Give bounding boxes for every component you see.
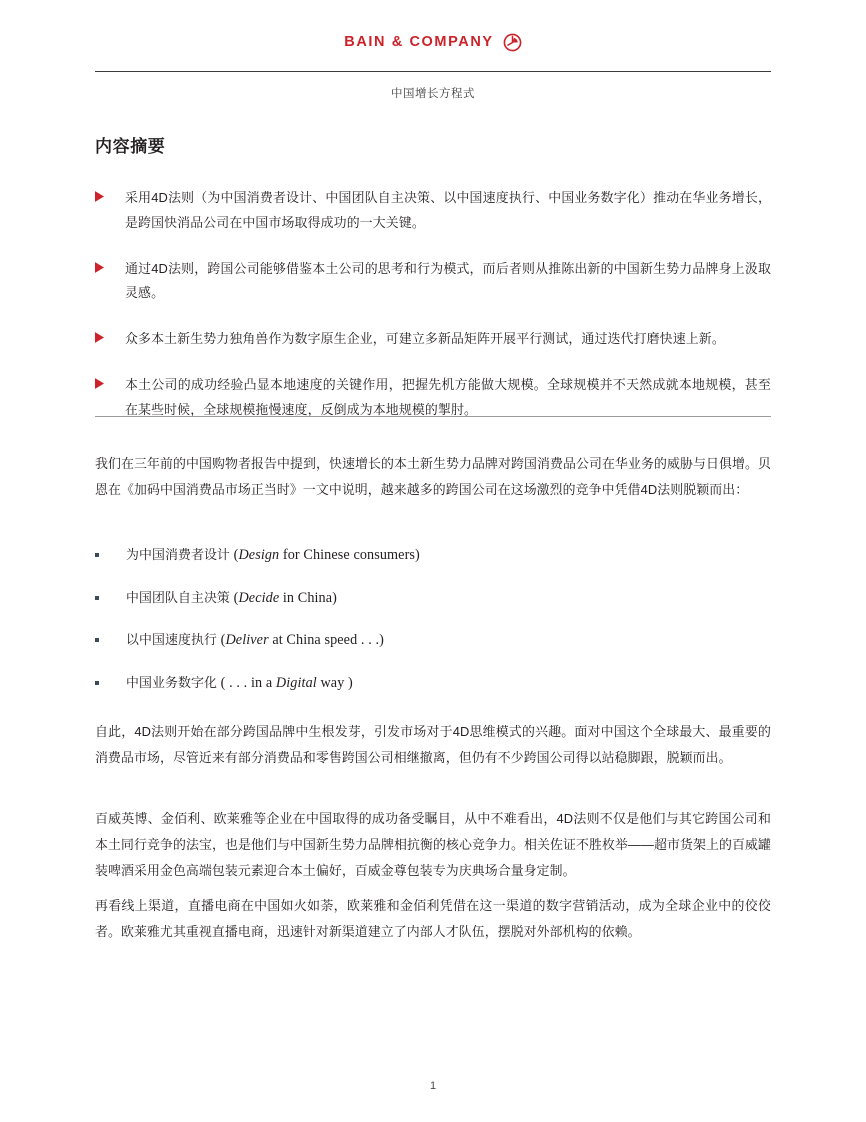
square-bullet-icon (95, 596, 99, 600)
highlight-text: 采用4D法则（为中国消费者设计、中国团队自主决策、以中国速度执行、中国业务数字化）推动在华业务增长，是跨国快消品公司在中国市场取得成功的一大关键。 (125, 190, 771, 230)
four-d-en-post: at China speed . . .) (268, 632, 384, 648)
running-head: 中国增长方程式 (391, 88, 475, 100)
bain-circle-mark-icon (503, 33, 522, 52)
four-d-entry (126, 630, 771, 651)
four-d-cn: 中国团队自主决策 (126, 589, 230, 605)
four-d-en-post: for Chinese consumers) (279, 547, 420, 563)
four-d-entry (126, 673, 771, 694)
brand-logo (0, 33, 866, 59)
four-d-en (234, 547, 420, 563)
red-triangle-bullet-icon (95, 378, 104, 389)
paragraph-after-list: 自此，4D法则开始在部分跨国品牌中生根发芽，引发市场对于4D思维模式的兴趣。面对中国这个全球最大、最重要的消费品市场，尽管近来有部分消费品和零售跨国公司相继撤离，但仍有不少跨国公司得以站稳脚跟，脱颖而出。 (95, 724, 771, 766)
four-d-list (95, 545, 771, 715)
four-d-en-keyword: Decide (238, 589, 280, 606)
paragraph-online: 再看线上渠道，直播电商在中国如火如荼，欧莱雅和金佰利凭借在这一渠道的数字营销活动，成为全球企业中的佼佼者。欧莱雅尤其重视直播电商，迅速针对新渠道建立了内部人才队伍，摆脱对外部机构的依赖。 (95, 898, 771, 940)
logo-lockup (344, 33, 521, 52)
square-bullet-icon (95, 681, 99, 685)
page-title: 内容摘要 (95, 137, 166, 156)
four-d-en-pre: ( . . . in a (220, 674, 276, 691)
list-item (95, 327, 771, 352)
list-item (95, 545, 771, 588)
list-item (95, 630, 771, 673)
highlights-list (95, 186, 771, 443)
four-d-en-pre: ( (233, 589, 239, 606)
highlight-text: 通过4D法则，跨国公司能够借鉴本土公司的思考和行为模式，而后者则从推陈出新的中国新生势力品牌身上汲取灵感。 (125, 260, 771, 301)
red-triangle-bullet-icon (95, 262, 104, 273)
square-bullet-icon (95, 638, 99, 642)
logo-wordmark: BAIN & COMPANY (344, 34, 494, 51)
four-d-en-keyword: Digital (275, 674, 317, 691)
four-d-en (234, 590, 337, 606)
four-d-entry (126, 588, 771, 609)
list-item (95, 186, 771, 236)
red-triangle-bullet-icon (95, 191, 104, 202)
four-d-entry (126, 545, 771, 566)
four-d-en-pre: ( (220, 632, 226, 648)
four-d-en (221, 632, 384, 648)
list-item (95, 673, 771, 716)
four-d-en-keyword: Design (238, 547, 280, 563)
four-d-cn: 为中国消费者设计 (126, 547, 230, 562)
page-number: 1 (429, 1080, 437, 1092)
list-item (95, 588, 771, 631)
four-d-en (221, 675, 353, 691)
four-d-en-keyword: Deliver (225, 632, 269, 648)
four-d-cn: 中国业务数字化 (126, 674, 217, 690)
paragraph-intro: 我们在三年前的中国购物者报告中提到，快速增长的本土新生势力品牌对跨国消费品公司在华业务的威胁与日俱增。贝恩在《加码中国消费品市场正当时》一文中说明，越来越多的跨国公司在这场激烈的竞争中凭借4D法则脱颖而出： (95, 456, 771, 498)
square-bullet-icon (95, 553, 99, 557)
red-triangle-bullet-icon (95, 332, 104, 343)
four-d-en-post: way ) (316, 674, 353, 691)
header-divider (95, 71, 771, 72)
paragraph-cases: 百威英博、金佰利、欧莱雅等企业在中国取得的成功备受瞩目，从中不难看出，4D法则不仅是他们与其它跨国公司和本土同行竞争的法宝，也是他们与中国新生势力品牌相抗衡的核心竞争力。相关佐证不胜枚举——超市货架上的百威罐装啤酒采用金色高端包装元素迎合本土偏好，百威金尊包装专为庆典场合量身定制。 (95, 811, 771, 879)
list-item (95, 373, 771, 423)
list-item (95, 257, 771, 307)
highlight-text: 本土公司的成功经验凸显本地速度的关键作用，把握先机方能做大规模。全球规模并不天然成就本地规模，甚至在某些时候，全球规模拖慢速度，反倒成为本地规模的掣肘。 (125, 376, 771, 417)
four-d-en-pre: ( (233, 547, 239, 563)
four-d-cn: 以中国速度执行 (126, 632, 217, 647)
highlight-text: 众多本土新生势力独角兽作为数字原生企业，可建立多新品矩阵开展平行测试，通过迭代打磨快速上新。 (125, 331, 725, 347)
four-d-en-post: in China) (279, 589, 337, 606)
section-divider (95, 416, 771, 417)
